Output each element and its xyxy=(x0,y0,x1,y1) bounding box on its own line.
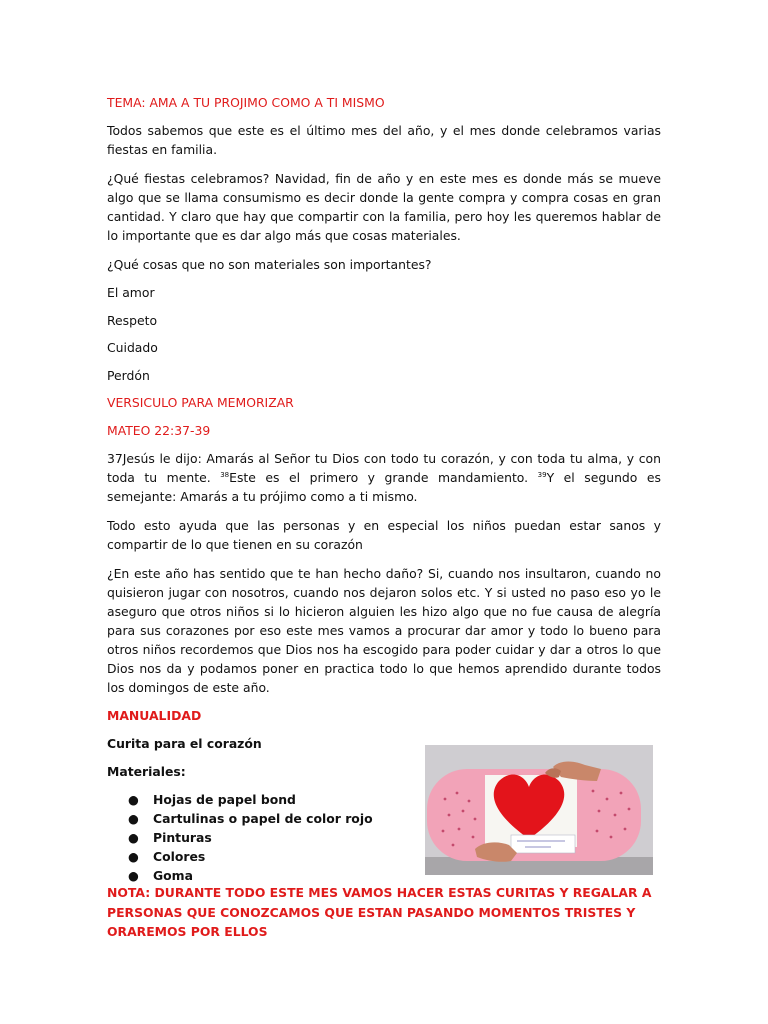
list-item-label: Colores xyxy=(153,849,206,865)
craft-name: Curita para el corazón xyxy=(107,735,262,751)
topic-title: TEMA: AMA A TU PROJIMO COMO A TI MISMO xyxy=(107,95,385,110)
verse-number: 38 xyxy=(220,470,230,479)
value-item: Respeto xyxy=(107,312,158,328)
bullet-icon: ● xyxy=(128,829,139,845)
value-item: Cuidado xyxy=(107,340,158,355)
question-line: ¿Qué cosas que no son materiales son importantes? xyxy=(107,257,432,272)
intro-paragraph: Todos sabemos que este es el último mes del año, y el mes donde celebramos varias fiestas en familia. xyxy=(107,123,661,157)
note-text: NOTA: DURANTE TODO ESTE MES VAMOS HACER ESTAS CURITAS Y REGALAR A PERSONAS QUE CONOZCAMOS QUE ESTAN PASANDO MOMENTOS TRISTES Y ORAREMOS POR ELLOS xyxy=(107,885,652,939)
healthy-paragraph: Todo esto ayuda que las personas y en especial los niños puedan estar sanos y compartir de lo que tienen en su corazón xyxy=(107,517,661,552)
verse-text-part: Y el segundo es semejante: Amarás a tu prójimo como a ti mismo. xyxy=(107,469,661,504)
heart-bandaid-image xyxy=(425,745,653,875)
verse-text-part: 37Jesús le dijo: Amarás al Señor tu Dios con todo tu corazón, y con toda tu alma, y con toda tu mente. xyxy=(107,450,661,485)
verse-text xyxy=(107,449,661,506)
list-item-label: Goma xyxy=(153,868,193,884)
materials-label: Materiales: xyxy=(107,763,186,779)
value-item: El amor xyxy=(107,285,155,300)
bullet-icon: ● xyxy=(128,868,139,884)
holidays-paragraph: ¿Qué fiestas celebramos? Navidad, fin de año y en este mes es donde más se mueve algo que se llama consumismo es decir donde la gente compra y compra cosas en gran cantidad. Y claro que hay que compartir con la familia, pero hoy les queremos hablar de lo importante que es dar algo más que cosas materiales. xyxy=(107,171,661,243)
list-item-label: Pinturas xyxy=(153,829,212,845)
value-item: Perdón xyxy=(107,367,150,383)
bullet-icon: ● xyxy=(128,849,139,865)
list-item-label: Cartulinas o papel de color rojo xyxy=(153,810,373,826)
bullet-icon: ● xyxy=(128,791,139,807)
hurt-paragraph: ¿En este año has sentido que te han hecho daño? Si, cuando nos insultaron, cuando no quisieron jugar con nosotros, cuando nos dejaron solos etc. Y si usted no paso eso yo le aseguro que otros niños si lo hicieron alguien les hizo algo que no fue causa de alegría para sus corazones por eso este mes vamos a procurar dar amor y todo lo bueno para otros niños recordemos que Dios nos ha escogido para poder cuidar y dar a otros lo que Dios nos da y podamos poner en practica todo lo que hemos aprendido durante todos los domingos de este año. xyxy=(107,565,661,695)
craft-heading: MANUALIDAD xyxy=(107,707,202,723)
bullet-icon: ● xyxy=(128,810,139,826)
craft-photo xyxy=(425,745,653,875)
verse-text-part: Este es el primero y grande mandamiento. xyxy=(229,469,529,485)
verse-heading: VERSICULO PARA MEMORIZAR xyxy=(107,395,294,410)
verse-number: 39 xyxy=(537,470,547,479)
verse-reference: MATEO 22:37-39 xyxy=(107,422,211,438)
list-item-label: Hojas de papel bond xyxy=(153,791,296,807)
